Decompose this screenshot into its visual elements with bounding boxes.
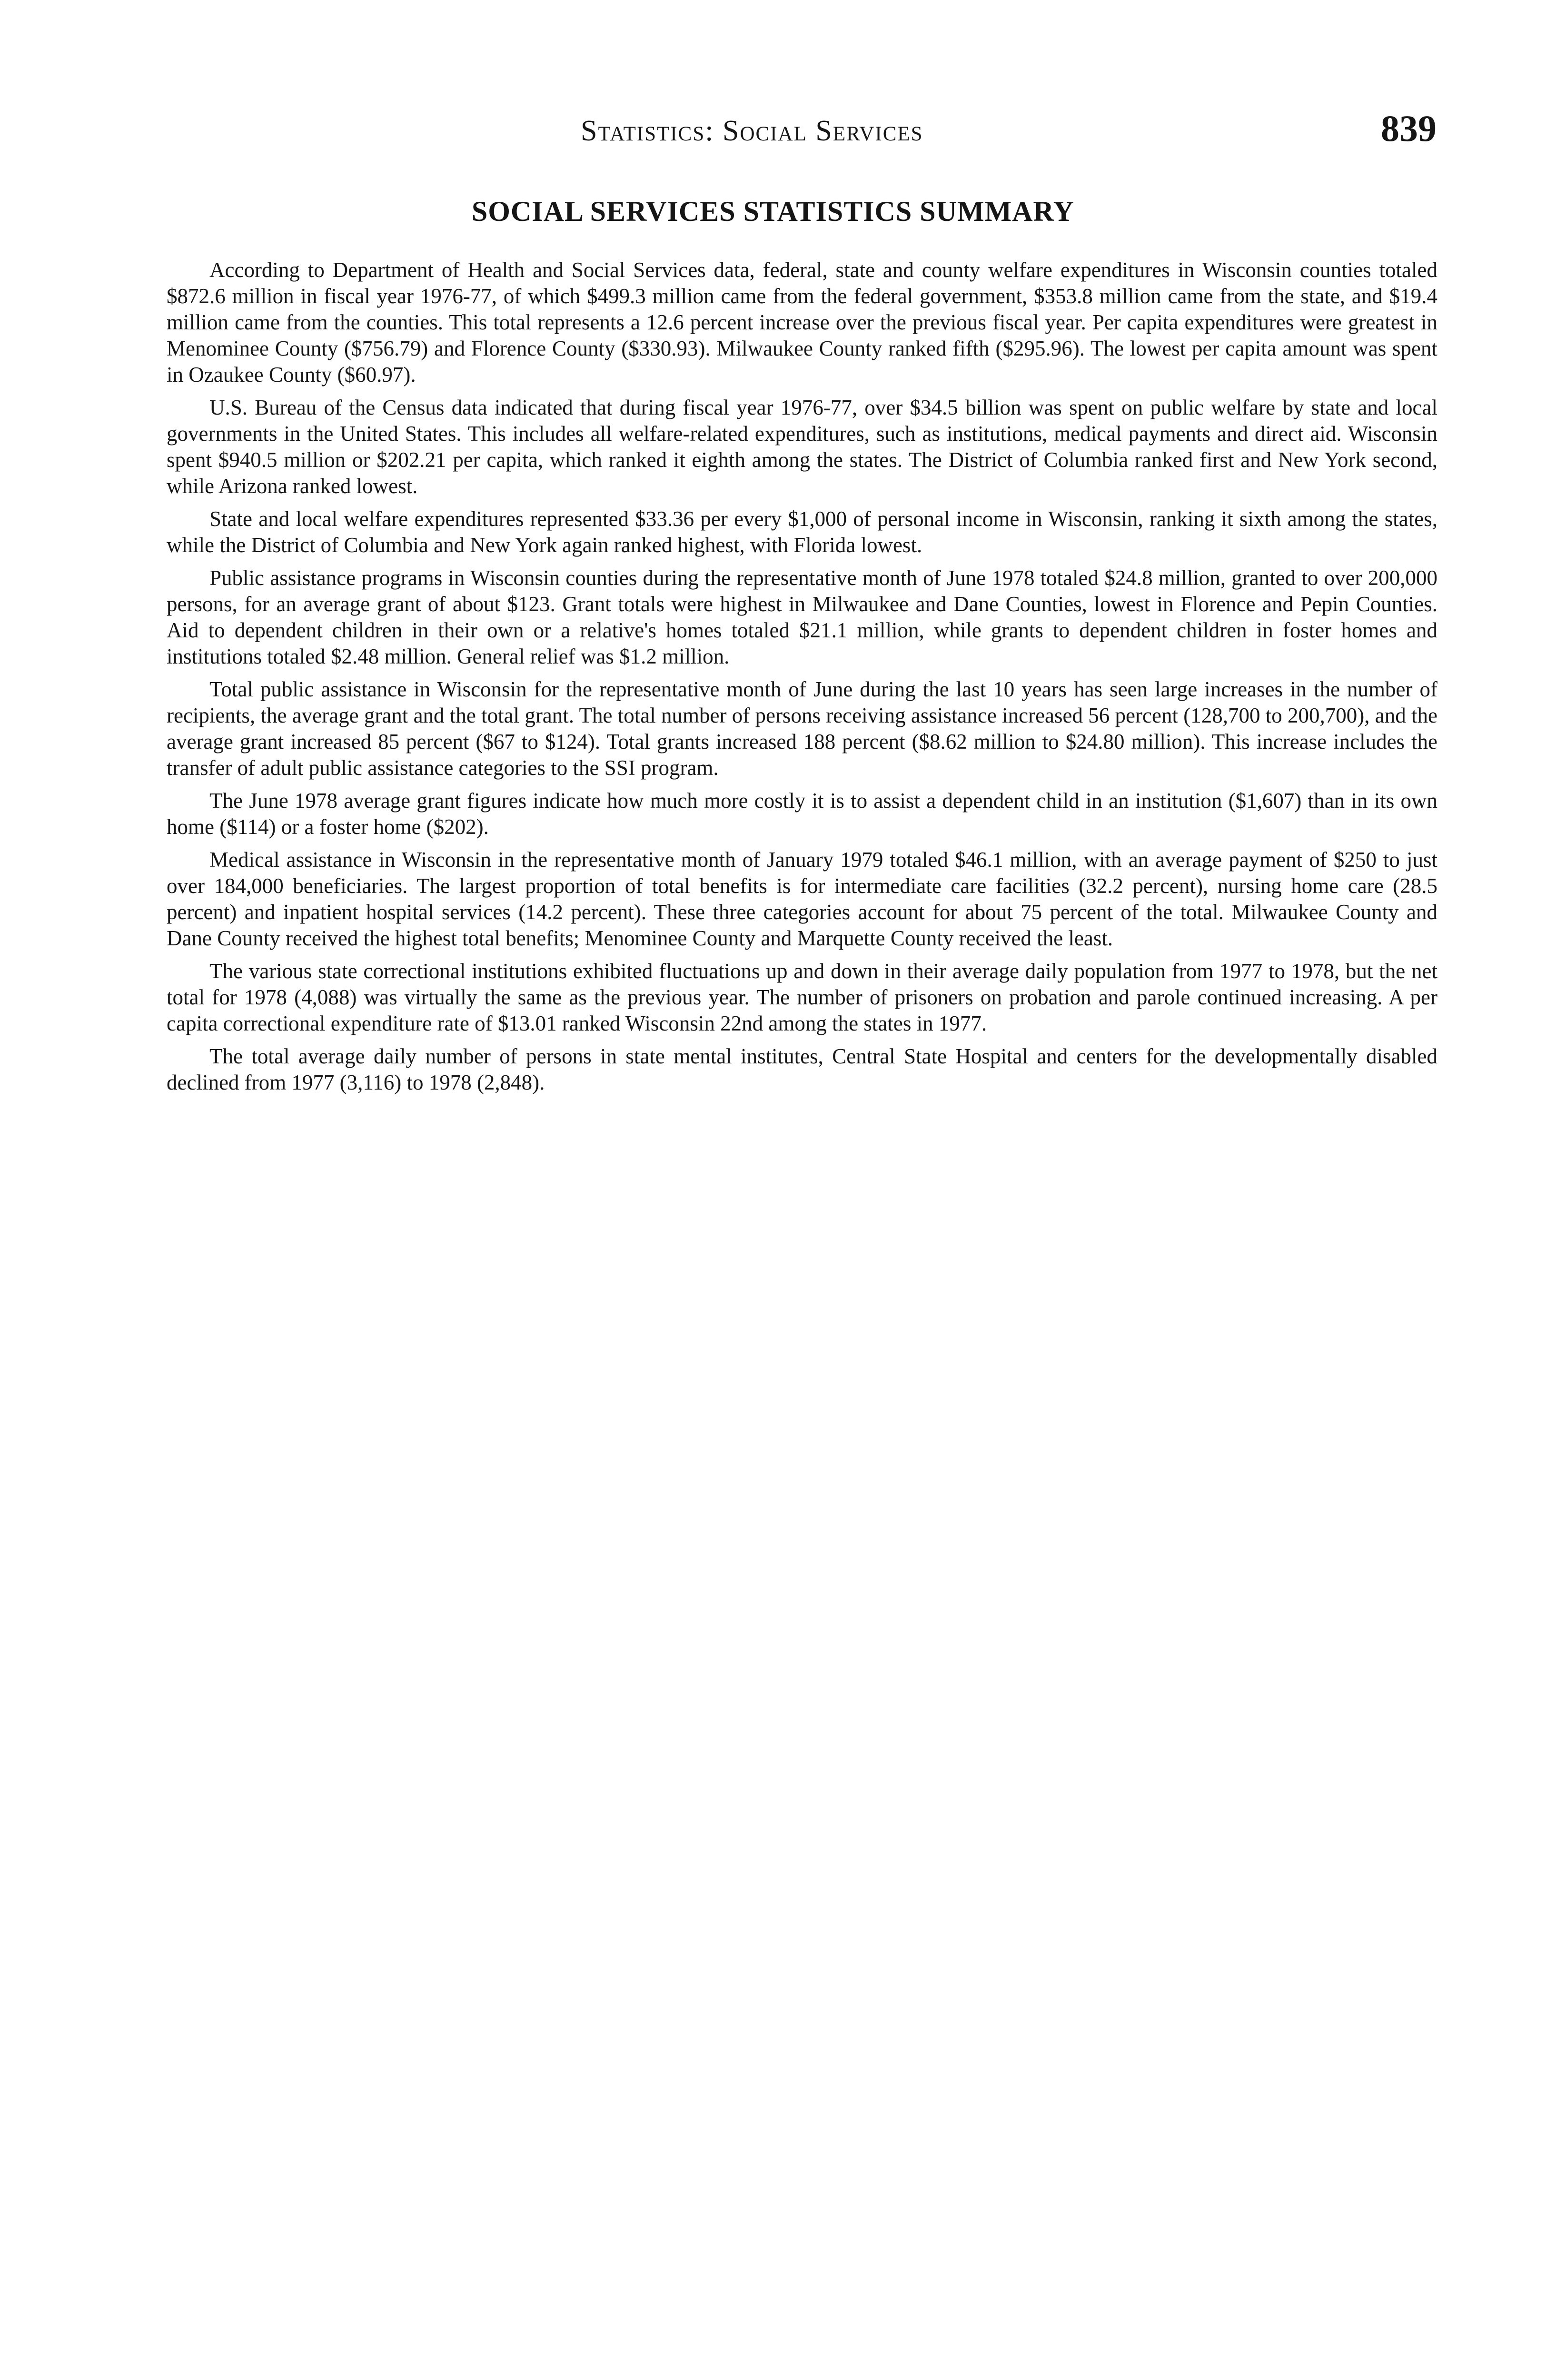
page-number: 839	[1381, 108, 1437, 149]
paragraph-public-assistance: Public assistance programs in Wisconsin counties during the representative month of June 1978 totaled $24.8 million, granted to over 200,000 persons, for an average grant of about $123. Grant totals were highest in Milwaukee and Dane Counties, lowest in Florence and Pepin Counties. Aid to dependent children in their own or a relative's homes totaled $21.1 million, while grants to dependent children in foster homes and institutions totaled $2.48 million. General relief was $1.2 million.	[167, 566, 1437, 668]
paragraph-medical-assistance: Medical assistance in Wisconsin in the representative month of January 1979 totaled $46.1 million, with an average payment of $250 to just over 184,000 beneficiaries. The largest proportion of total benefits is for intermediate care facilities (32.2 percent), nursing home care (28.5 percent) and inpatient hospital services (14.2 percent). These three categories account for about 75 percent of the total. Milwaukee County and Dane County received the highest total benefits; Menominee County and Marquette County received the least.	[167, 848, 1437, 950]
page-title: SOCIAL SERVICES STATISTICS SUMMARY	[471, 196, 1075, 227]
paragraph-corrections: The various state correctional institutions exhibited fluctuations up and down in their average daily population from 1977 to 1978, but the net total for 1978 (4,088) was virtually the same as the previous year. The number of prisoners on probation and parole continued increasing. A per capita correctional expenditure rate of $13.01 ranked Wisconsin 22nd among the states in 1977.	[167, 959, 1437, 1035]
paragraph-personal-income: State and local welfare expenditures represented $33.36 per every $1,000 of personal income in Wisconsin, ranking it sixth among the states, while the District of Columbia and New York again ranked highest, with Florida lowest.	[167, 507, 1437, 557]
paragraph-ten-year-trend: Total public assistance in Wisconsin for the representative month of June during the last 10 years has seen large increases in the number of recipients, the average grant and the total grant. The total number of persons receiving assistance increased 56 percent (128,700 to 200,700), and the average grant increased 85 percent ($67 to $124). Total grants increased 188 percent ($8.62 million to $24.80 million). This increase includes the transfer of adult public assistance categories to the SSI program.	[167, 677, 1437, 780]
paragraph-census-data: U.S. Bureau of the Census data indicated that during fiscal year 1976-77, over $34.5 billion was spent on public welfare by state and local governments in the United States. This includes all welfare-related expenditures, such as institutions, medical payments and direct aid. Wisconsin spent $940.5 million or $202.21 per capita, which ranked it eighth among the states. The District of Columbia ranked first and New York second, while Arizona ranked lowest.	[167, 396, 1437, 498]
paragraph-mental-institutes: The total average daily number of persons in state mental institutes, Central State Hospital and centers for the developmentally disabled declined from 1977 (3,116) to 1978 (2,848).	[167, 1044, 1437, 1094]
paragraph-welfare-expenditures: According to Department of Health and Social Services data, federal, state and county welfare expenditures in Wisconsin counties totaled $872.6 million in fiscal year 1976-77, of which $499.3 million came from the federal government, $353.8 million came from the state, and $19.4 million came from the counties. This total represents a 12.6 percent increase over the previous fiscal year. Per capita expenditures were greatest in Menominee County ($756.79) and Florence County ($330.93). Milwaukee County ranked fifth ($295.96). The lowest per capita amount was spent in Ozaukee County ($60.97).	[167, 258, 1437, 387]
body-text	[167, 257, 1437, 1102]
paragraph-average-grant: The June 1978 average grant figures indicate how much more costly it is to assist a dependent child in an institution ($1,607) than in its own home ($114) or a foster home ($202).	[167, 789, 1437, 839]
running-head: Statistics: Social Services	[581, 115, 923, 147]
